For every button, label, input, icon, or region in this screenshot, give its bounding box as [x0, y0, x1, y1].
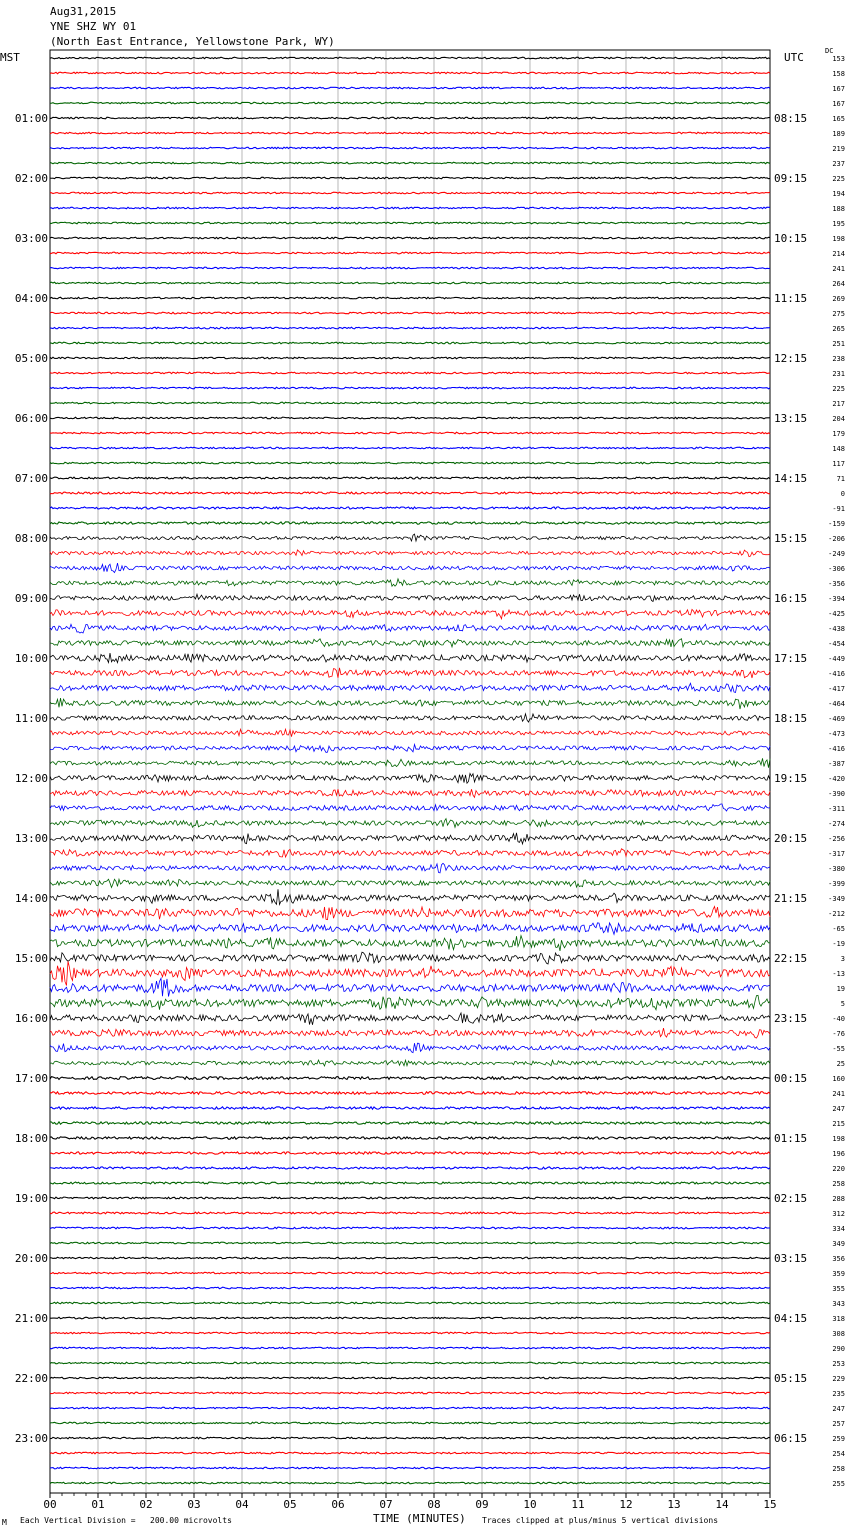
seismogram-trace: [50, 1437, 770, 1439]
seismogram-trace: [50, 507, 770, 509]
seismogram-trace: [50, 1272, 770, 1274]
x-tick-label: 15: [763, 1498, 777, 1511]
dc-offset-label: -417: [828, 685, 845, 693]
seismogram-trace: [50, 177, 770, 179]
dc-offset-label: 237: [832, 160, 845, 168]
utc-hour-label: 14:15: [774, 472, 808, 485]
x-tick-label: 02: [139, 1498, 153, 1511]
utc-hour-label: 23:15: [774, 1012, 808, 1025]
dc-column-title: DC: [825, 47, 834, 55]
dc-offset-label: -19: [832, 940, 845, 948]
plot-date: Aug31,2015: [50, 5, 117, 18]
mst-hour-label: 07:00: [14, 472, 48, 485]
dc-offset-label: 265: [832, 325, 845, 333]
seismogram-trace: [50, 1332, 770, 1334]
seismogram-trace: [50, 849, 770, 857]
plot-frame: [50, 50, 770, 1493]
dc-offset-label: -387: [828, 760, 845, 768]
dc-offset-label: 71: [836, 475, 845, 483]
dc-offset-label: 275: [832, 310, 845, 318]
seismogram-trace: [50, 462, 770, 464]
seismogram-trace: [50, 639, 770, 647]
dc-offset-label: -206: [828, 535, 845, 543]
dc-offset-label: 241: [832, 265, 845, 273]
dc-offset-label: 318: [832, 1315, 845, 1323]
dc-offset-label: -65: [832, 925, 845, 933]
seismogram-trace: [50, 237, 770, 239]
seismogram-trace: [50, 879, 770, 887]
mst-hour-label: 16:00: [14, 1012, 48, 1025]
seismogram-trace: [50, 1077, 770, 1080]
seismogram-trace: [50, 1182, 770, 1184]
dc-offset-label: 117: [832, 460, 845, 468]
dc-offset-label: 255: [832, 1480, 845, 1488]
dc-offset-label: 264: [832, 280, 845, 288]
mst-hour-label: 15:00: [14, 952, 48, 965]
seismogram-trace: [50, 1317, 770, 1319]
dc-offset-label: -13: [832, 970, 845, 978]
seismogram-trace: [50, 1467, 770, 1469]
seismogram-trace: [50, 819, 770, 828]
seismogram-trace: [50, 534, 770, 541]
x-tick-label: 14: [715, 1498, 729, 1511]
seismogram-trace: [50, 1347, 770, 1349]
mst-hour-label: 04:00: [14, 292, 48, 305]
dc-offset-label: 0: [840, 490, 845, 498]
dc-offset-label: -380: [828, 865, 845, 873]
seismogram-trace: [50, 744, 770, 752]
seismogram-trace: [50, 1122, 770, 1124]
seismogram-trace: [50, 282, 770, 284]
seismogram-trace: [50, 132, 770, 134]
seismogram-trace: [50, 1092, 770, 1095]
seismogram-trace: [50, 1302, 770, 1304]
dc-offset-label: 312: [832, 1210, 845, 1218]
seismogram-trace: [50, 698, 770, 709]
seismogram-trace: [50, 773, 770, 783]
dc-offset-label: -256: [828, 835, 845, 843]
seismogram-trace: [50, 102, 770, 104]
seismogram-trace: [50, 936, 770, 951]
seismogram-trace: [50, 117, 770, 119]
dc-offset-label: -311: [828, 805, 845, 813]
dc-offset-label: -159: [828, 520, 845, 528]
seismogram-trace: [50, 1482, 770, 1484]
mst-hour-label: 10:00: [14, 652, 48, 665]
x-tick-label: 03: [187, 1498, 201, 1511]
dc-offset-label: 195: [832, 220, 845, 228]
x-tick-label: 01: [91, 1498, 105, 1511]
utc-hour-label: 16:15: [774, 592, 808, 605]
dc-offset-label: -454: [828, 640, 845, 648]
seismogram-trace: [50, 432, 770, 434]
utc-hour-label: 03:15: [774, 1252, 808, 1265]
seismogram-trace: [50, 863, 770, 873]
seismogram-trace: [50, 372, 770, 374]
dc-offset-label: 188: [832, 205, 845, 213]
scale-value: 200.00 microvolts: [150, 1516, 232, 1525]
utc-hour-label: 04:15: [774, 1312, 808, 1325]
seismogram-trace: [50, 477, 770, 479]
dc-offset-label: -438: [828, 625, 845, 633]
mst-hour-label: 11:00: [14, 712, 48, 725]
x-tick-label: 05: [283, 1498, 297, 1511]
seismogram-trace: [50, 72, 770, 74]
seismogram-trace: [50, 1212, 770, 1214]
seismogram-trace: [50, 550, 770, 557]
dc-offset-label: 254: [832, 1450, 845, 1458]
dc-offset-label: 290: [832, 1345, 845, 1353]
dc-offset-label: 241: [832, 1090, 845, 1098]
x-axis-title: TIME (MINUTES): [373, 1512, 466, 1525]
seismogram-trace: [50, 579, 770, 586]
seismogram-trace: [50, 1013, 770, 1025]
dc-offset-label: 258: [832, 1180, 845, 1188]
seismogram-trace: [50, 1392, 770, 1394]
seismogram-trace: [50, 1242, 770, 1244]
seismogram-trace: [50, 312, 770, 314]
mst-hour-label: 13:00: [14, 832, 48, 845]
seismogram-trace: [50, 789, 770, 797]
dc-offset-label: 198: [832, 235, 845, 243]
seismogram-trace: [50, 1137, 770, 1139]
utc-hour-label: 02:15: [774, 1192, 808, 1205]
dc-offset-label: -464: [828, 700, 845, 708]
dc-offset-label: 225: [832, 385, 845, 393]
dc-offset-label: 153: [832, 55, 845, 63]
seismogram-trace: [50, 804, 770, 811]
x-tick-label: 12: [619, 1498, 633, 1511]
seismogram-trace: [50, 833, 770, 844]
dc-offset-label: -76: [832, 1030, 845, 1038]
mst-hour-label: 21:00: [14, 1312, 48, 1325]
seismogram-trace: [50, 1257, 770, 1259]
seismogram-trace: [50, 1362, 770, 1364]
seismogram-trace: [50, 327, 770, 329]
dc-offset-label: 214: [832, 250, 845, 258]
mst-hour-label: 12:00: [14, 772, 48, 785]
station-location: (North East Entrance, Yellowstone Park, WY): [50, 35, 335, 48]
dc-offset-label: -212: [828, 910, 845, 918]
dc-offset-label: 217: [832, 400, 845, 408]
dc-offset-label: -425: [828, 610, 845, 618]
dc-offset-label: 220: [832, 1165, 845, 1173]
x-tick-label: 06: [331, 1498, 345, 1511]
dc-offset-label: 247: [832, 1105, 845, 1113]
scale-prefix: Each Vertical Division =: [20, 1516, 136, 1525]
seismogram-trace: [50, 357, 770, 359]
x-tick-label: 09: [475, 1498, 489, 1511]
mst-hour-label: 19:00: [14, 1192, 48, 1205]
seismogram-trace: [50, 162, 770, 164]
x-tick-label: 08: [427, 1498, 441, 1511]
seismogram-trace: [50, 342, 770, 344]
seismogram-trace: [50, 1452, 770, 1454]
seismogram-trace: [50, 952, 770, 964]
seismogram-trace: [50, 594, 770, 601]
x-tick-label: 10: [523, 1498, 537, 1511]
dc-offset-label: -390: [828, 790, 845, 798]
dc-offset-label: -416: [828, 745, 845, 753]
seismogram-trace: [50, 923, 770, 934]
dc-offset-label: 359: [832, 1270, 845, 1278]
dc-offset-label: 158: [832, 70, 845, 78]
utc-hour-label: 13:15: [774, 412, 808, 425]
utc-hour-label: 00:15: [774, 1072, 808, 1085]
seismogram-trace: [50, 1422, 770, 1424]
x-tick-label: 13: [667, 1498, 681, 1511]
utc-hour-label: 05:15: [774, 1372, 808, 1385]
dc-offset-label: 349: [832, 1240, 845, 1248]
dc-offset-label: 225: [832, 175, 845, 183]
utc-hour-label: 06:15: [774, 1432, 808, 1445]
mst-hour-label: 23:00: [14, 1432, 48, 1445]
seismogram-trace: [50, 1060, 770, 1066]
seismogram-trace: [50, 222, 770, 224]
mst-hour-label: 02:00: [14, 172, 48, 185]
utc-hour-label: 21:15: [774, 892, 808, 905]
dc-offset-label: 179: [832, 430, 845, 438]
left-axis-title: MST: [0, 51, 20, 64]
dc-offset-label: 219: [832, 145, 845, 153]
mst-hour-label: 08:00: [14, 532, 48, 545]
seismogram-trace: [50, 961, 770, 985]
dc-offset-label: 196: [832, 1150, 845, 1158]
seismogram-trace: [50, 978, 770, 996]
dc-offset-label: -306: [828, 565, 845, 573]
seismogram-trace: [50, 1227, 770, 1229]
dc-offset-label: 235: [832, 1390, 845, 1398]
mst-hour-label: 09:00: [14, 592, 48, 605]
dc-offset-label: 3: [840, 955, 845, 963]
seismogram-trace: [50, 609, 770, 618]
utc-hour-label: 17:15: [774, 652, 808, 665]
x-tick-label: 11: [571, 1498, 585, 1511]
seismogram-trace: [50, 1028, 770, 1038]
seismogram-trace: [50, 522, 770, 524]
mst-hour-label: 05:00: [14, 352, 48, 365]
utc-hour-label: 11:15: [774, 292, 808, 305]
dc-offset-label: 25: [836, 1060, 845, 1068]
seismogram-trace: [50, 729, 770, 736]
dc-offset-label: 288: [832, 1195, 845, 1203]
seismogram-trace: [50, 87, 770, 89]
seismogram-trace: [50, 889, 770, 904]
dc-offset-label: 355: [832, 1285, 845, 1293]
mst-hour-label: 22:00: [14, 1372, 48, 1385]
x-tick-label: 00: [43, 1498, 57, 1511]
dc-offset-label: 165: [832, 115, 845, 123]
dc-offset-label: 231: [832, 370, 845, 378]
dc-offset-label: 204: [832, 415, 845, 423]
seismogram-trace: [50, 387, 770, 389]
seismogram-trace: [50, 758, 770, 767]
dc-offset-label: 19: [836, 985, 845, 993]
seismogram-trace: [50, 906, 770, 919]
seismogram-trace: [50, 492, 770, 494]
seismogram-trace: [50, 1043, 770, 1052]
station-code: YNE SHZ WY 01: [50, 20, 137, 33]
utc-hour-label: 15:15: [774, 532, 808, 545]
seismogram-trace: [50, 1407, 770, 1409]
dc-offset-label: -40: [832, 1015, 845, 1023]
seismogram-trace: [50, 1152, 770, 1154]
seismogram-trace: [50, 402, 770, 404]
dc-offset-label: 308: [832, 1330, 845, 1338]
seismogram-trace: [50, 267, 770, 269]
dc-offset-label: -399: [828, 880, 845, 888]
dc-offset-label: -249: [828, 550, 845, 558]
seismogram-trace: [50, 447, 770, 449]
dc-offset-label: -274: [828, 820, 845, 828]
dc-offset-label: 257: [832, 1420, 845, 1428]
dc-offset-label: -317: [828, 850, 845, 858]
seismogram-trace: [50, 1197, 770, 1199]
seismogram-trace: [50, 714, 770, 722]
x-tick-label: 07: [379, 1498, 393, 1511]
mst-hour-label: 14:00: [14, 892, 48, 905]
dc-offset-label: 189: [832, 130, 845, 138]
seismogram-trace: [50, 653, 770, 663]
seismogram-trace: [50, 1167, 770, 1169]
seismogram-trace: [50, 192, 770, 194]
dc-offset-label: -356: [828, 580, 845, 588]
mst-hour-label: 20:00: [14, 1252, 48, 1265]
dc-offset-label: -473: [828, 730, 845, 738]
seismogram-trace: [50, 252, 770, 254]
dc-offset-label: -469: [828, 715, 845, 723]
seismogram-trace: [50, 683, 770, 692]
utc-hour-label: 12:15: [774, 352, 808, 365]
dc-offset-label: 334: [832, 1225, 845, 1233]
seismogram-trace: [50, 1287, 770, 1289]
utc-hour-label: 19:15: [774, 772, 808, 785]
clip-note: Traces clipped at plus/minus 5 vertical divisions: [482, 1516, 719, 1525]
seismogram-trace: [50, 297, 770, 299]
mst-hour-label: 01:00: [14, 112, 48, 125]
seismogram-trace: [50, 563, 770, 572]
dc-offset-label: 160: [832, 1075, 845, 1083]
utc-hour-label: 22:15: [774, 952, 808, 965]
seismogram-trace: [50, 1377, 770, 1379]
dc-offset-label: -91: [832, 505, 845, 513]
dc-offset-label: 269: [832, 295, 845, 303]
seismogram-trace: [50, 1107, 770, 1109]
dc-offset-label: 343: [832, 1300, 845, 1308]
dc-offset-label: 253: [832, 1360, 845, 1368]
dc-offset-label: 194: [832, 190, 845, 198]
dc-offset-label: 229: [832, 1375, 845, 1383]
utc-hour-label: 08:15: [774, 112, 808, 125]
dc-offset-label: -420: [828, 775, 845, 783]
utc-hour-label: 10:15: [774, 232, 808, 245]
dc-offset-label: -55: [832, 1045, 845, 1053]
x-tick-label: 04: [235, 1498, 249, 1511]
utc-hour-label: 20:15: [774, 832, 808, 845]
mst-hour-label: 06:00: [14, 412, 48, 425]
footer-mark: M: [2, 1518, 7, 1527]
dc-offset-label: 167: [832, 85, 845, 93]
dc-offset-label: 356: [832, 1255, 845, 1263]
seismogram-trace: [50, 57, 770, 59]
dc-offset-label: -394: [828, 595, 845, 603]
dc-offset-label: -416: [828, 670, 845, 678]
utc-hour-label: 01:15: [774, 1132, 808, 1145]
seismogram-trace: [50, 207, 770, 209]
seismogram-trace: [50, 995, 770, 1009]
dc-offset-label: -449: [828, 655, 845, 663]
seismogram-trace: [50, 417, 770, 419]
dc-offset-label: 198: [832, 1135, 845, 1143]
mst-hour-label: 17:00: [14, 1072, 48, 1085]
dc-offset-label: 259: [832, 1435, 845, 1443]
mst-hour-label: 03:00: [14, 232, 48, 245]
dc-offset-label: 247: [832, 1405, 845, 1413]
right-axis-title: UTC: [784, 51, 804, 64]
dc-offset-label: 148: [832, 445, 845, 453]
dc-offset-label: 251: [832, 340, 845, 348]
utc-hour-label: 18:15: [774, 712, 808, 725]
dc-offset-label: -349: [828, 895, 845, 903]
seismogram-trace: [50, 668, 770, 678]
dc-offset-label: 167: [832, 100, 845, 108]
dc-offset-label: 238: [832, 355, 845, 363]
seismogram-trace: [50, 147, 770, 149]
dc-offset-label: 215: [832, 1120, 845, 1128]
dc-offset-label: 5: [840, 1000, 845, 1008]
seismogram-trace: [50, 624, 770, 633]
utc-hour-label: 09:15: [774, 172, 808, 185]
mst-hour-label: 18:00: [14, 1132, 48, 1145]
dc-offset-label: 258: [832, 1465, 845, 1473]
